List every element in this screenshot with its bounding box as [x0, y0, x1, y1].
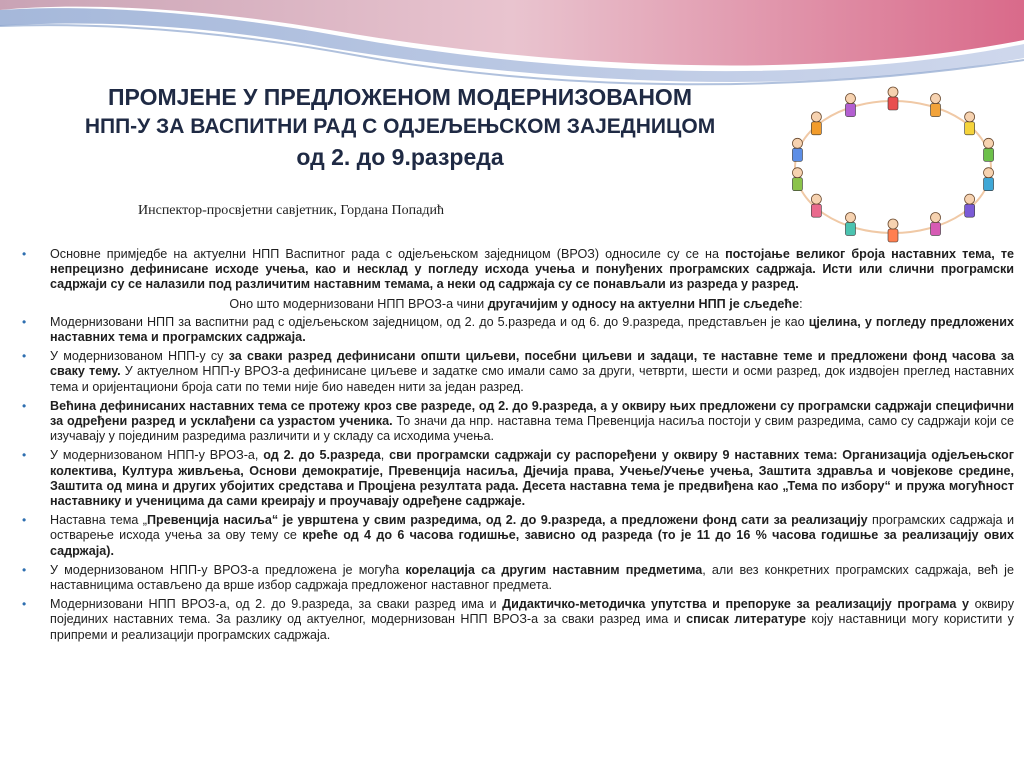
- bold-text: Дидактичко-методичка упутства и препоруке за реализацију програма у: [502, 597, 969, 612]
- bold-text: цјелина, у погледу предложених наставних тема и програмских садржаја.: [50, 314, 1014, 345]
- child-figure: [965, 194, 975, 217]
- text: Оно што модернизовани НПП ВРОЗ-а чини: [229, 296, 488, 311]
- child-figure: [792, 138, 802, 161]
- bullet-icon: •: [22, 513, 27, 528]
- child-figure: [931, 94, 941, 117]
- child-figure: [888, 219, 898, 242]
- text: Модернизовани НПП за васпитни рад с одјељењском заједницом, од 2. до 5.разреда и од 6. до 9.разреда, представљен је као: [50, 314, 809, 329]
- bullet-icon: •: [22, 448, 27, 463]
- child-figure: [792, 168, 802, 191]
- author-subtitle: Инспектор-просвјетни савјетник, Гордана Попадић: [138, 203, 444, 218]
- paragraph: [18, 315, 1014, 345]
- paragraph: [18, 448, 1014, 509]
- bold-text: постојање великог броја наставних тема, те непрецизно дефинисане исходе учења, као и несклад у погледу исхода учења и понуђених програмских садржаја. Исти или слични програмски садржаји су се налазили под различитим наставним темама, а неки од садржаја су се понављали из разреда у разред.: [50, 247, 1014, 292]
- bullet-icon: •: [22, 349, 27, 364]
- paragraph: [18, 297, 1014, 312]
- text: коју наставници могу користити у припреми и реализацији програмских садржаја.: [50, 612, 1014, 642]
- title-block: [40, 82, 760, 172]
- content-body: [18, 247, 1014, 647]
- paragraph: [18, 597, 1014, 643]
- text: У модернизованом НПП-у ВРОЗ-а,: [50, 448, 264, 463]
- child-figure: [984, 168, 994, 191]
- bullet-icon: •: [22, 597, 27, 612]
- text: У актуелном НПП-у ВРОЗ-а дефинисане циљеве и задатке смо имали само за други, четврти, шести и осми разред, док издвојен преглед наставних тема и оријентациони броја сати по теми није био наведен нити за један разред.: [50, 364, 1014, 394]
- paragraph: [18, 513, 1014, 559]
- bold-text: Превенција насиља“ је уврштена у свим разредима, од 2. до 9.разреда, а предложени фонд сати за реализацију: [146, 513, 868, 528]
- bullet-icon: •: [22, 247, 27, 261]
- text: Основне примједбе на актуелни НПП Васпитног рада с одјељењском заједницом (ВРОЗ) односиле су се на: [50, 247, 726, 261]
- text: ,: [380, 448, 390, 463]
- bold-text: Већина дефинисаних наставних тема се протежу кроз све разреде, од 2. до 9.разреда, а у оквиру њих предложени су програмски садржаји специфични за одређени разред и усклађени са узрастом ученика.: [50, 398, 1014, 429]
- text: :: [799, 296, 803, 311]
- child-figure: [811, 194, 821, 217]
- paragraph: [18, 247, 1014, 293]
- paragraph: [18, 399, 1014, 445]
- paragraph: [18, 563, 1014, 593]
- paragraph: [18, 349, 1014, 395]
- title-line-1: ПРОМЈЕНЕ У ПРЕДЛОЖЕНОМ МОДЕРНИЗОВАНОМ: [108, 84, 692, 110]
- text: , али вез конкретних програмских садржаја, већ је наставницима остављено да врше избор садржаја предложеног наставног предмета.: [50, 562, 1014, 593]
- title-line-2: НПП-У ЗА ВАСПИТНИ РАД С ОДЈЕЉЕЊСКОМ ЗАЈЕДНИЦОМ: [84, 115, 716, 138]
- text: У модернизованом НПП-у ВРОЗ-а предложена је могућа: [50, 562, 406, 577]
- child-figure: [888, 87, 898, 110]
- bullet-icon: •: [22, 314, 27, 329]
- header-wave-decoration: [0, 0, 1024, 90]
- bold-text: корелација са другим наставним предметима: [405, 562, 703, 577]
- bold-text: за сваки разред дефинисани општи циљеви, посебни циљеви и задаци, те наставне теме и предложени фонд часова за сваку тему.: [50, 349, 1015, 379]
- child-figure: [965, 112, 975, 135]
- child-figure: [811, 112, 821, 135]
- bold-text: списак литературе: [686, 612, 806, 627]
- child-figure: [931, 212, 941, 235]
- bold-text: другачијим у односу на актуелни НПП је сљедеће: [487, 296, 800, 311]
- hands-ring: [795, 101, 991, 233]
- text: То значи да нпр. наставна тема Превенција насиља постоји у свим разредима, само су садржаји који се изучавају у појединим разредима различити и у складу са исходима учења.: [50, 414, 1014, 444]
- bold-text: креће од 4 до 6 часова годишње, зависно од разреда (то је 11 до 16 % часова годишње за реализацију ових садржаја).: [50, 528, 1015, 558]
- bold-text: од 2. до 5.разреда: [263, 448, 381, 463]
- child-figure: [845, 212, 855, 235]
- bullet-icon: •: [22, 398, 27, 413]
- text: оквиру појединих наставних тема. За разлику од актуелног, модернизован НПП ВРОЗ-а за сваки разред има и: [50, 597, 1014, 627]
- bold-text: сви програмски садржаји су распоређени у оквиру 9 наставних тема: Организација одјељењског колектива, Култура живљења, Основи демократије, Превенција насиља, Дјечија права, Учење/Учење учења, Заштита здравља и човјекове средине, Заштита од мина и других убојитих средстава и Процјена резултата рада. Десета наставна тема је предвиђена као „Тема по избору“ и пружа могућност наставнику и ученицима да сами креирају и проучавају одређене садржаје.: [50, 448, 1014, 509]
- text: Модернизовани НПП ВРОЗ-а, од 2. до 9.разреда, за сваки разред има и: [50, 597, 503, 612]
- text: програмских садржаја и остварење исхода учења за ову тему се: [50, 513, 1014, 543]
- children-circle-illustration: [768, 82, 1018, 252]
- text: Наставна тема „: [50, 513, 147, 528]
- child-figure: [845, 94, 855, 117]
- text: У модернизованом НПП-у су: [50, 349, 229, 364]
- bullet-icon: •: [22, 562, 27, 577]
- title-line-3: од 2. до 9.разреда: [296, 144, 504, 170]
- child-figure: [984, 138, 994, 161]
